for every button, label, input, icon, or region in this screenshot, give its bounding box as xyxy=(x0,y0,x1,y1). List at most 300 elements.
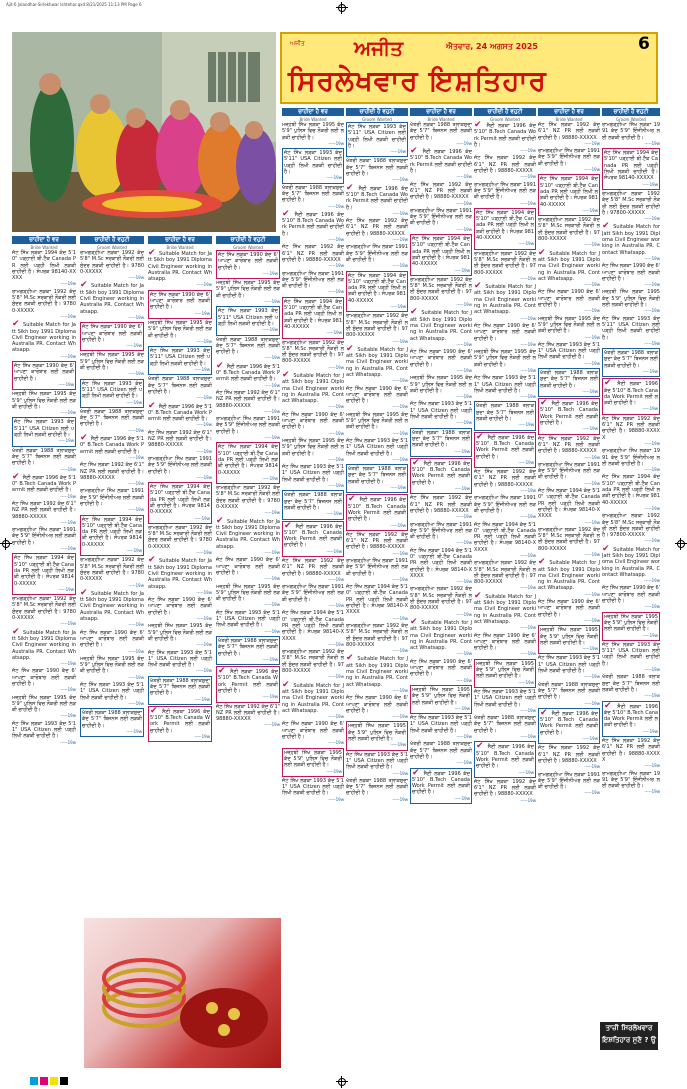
ad-end-mark: -----19w xyxy=(128,582,144,588)
column-subheader: Groom Wanted xyxy=(490,117,520,122)
ad-text: ਸੈਣੀ ਲੜਕਾ 1996 ਕੱਦ 5'10" B.Tech Canada Work Permit ਲਈ ਲੜਕੀ ਚਾਹੀਦੀ ਹੈ। xyxy=(12,474,76,494)
column-subheader: Groom Wanted xyxy=(616,117,646,122)
classified-ad xyxy=(12,361,76,390)
ad-text: ਰਾਮਗੜ੍ਹੀਆ ਸਿੱਖ ਲੜਕਾ 1991 ਕੱਦ 5'9" ਇੰਜੀਨੀਅਰ ਲਈ ਲੜਕੀ ਚਾਹੀਦੀ ਹੈ। xyxy=(282,270,344,290)
column-header: ਚਾਹੀਦੀ ਹੈ ਵਹੁਟੀ xyxy=(80,236,144,244)
ad-end-mark: -----19w xyxy=(584,617,600,623)
classified-ad xyxy=(410,428,472,457)
ad-text: ਖੱਤਰੀ ਲੜਕਾ 1988 ਤਲਾਕਸ਼ੁਦਾ ਕੱਦ 5'7" ਬਿਜ਼ਨਸ ਲਈ ਲੜਕੀ ਚਾਹੀਦੀ ਹੈ। xyxy=(538,681,600,701)
classified-ad xyxy=(12,721,76,746)
ad-end-mark: -----19w xyxy=(196,395,212,401)
color-bar-cyan xyxy=(30,1077,38,1085)
ad-end-mark: -----19w xyxy=(518,241,534,247)
ad-end-mark: -----19w xyxy=(390,485,406,491)
classified-ad xyxy=(12,596,76,627)
classified-ad xyxy=(602,701,660,737)
ad-end-mark: -----19w xyxy=(328,237,344,243)
ad-end-mark: -----19w xyxy=(392,263,408,269)
ad-text: ਰਾਮਗੜ੍ਹੀਆ ਲੜਕਾ 1992 ਕੱਦ 5'8" M.Sc ਸਰਕਾਰੀ ਨੌਕਰੀ ਲਈ ਸੁੰਦਰ ਲੜਕੀ ਚਾਹੀਦੀ ਹੈ। 97800-XXXXX xyxy=(282,339,344,365)
classified-ad xyxy=(538,436,600,461)
ad-end-mark: -----19w xyxy=(644,693,660,699)
classified-ad xyxy=(474,349,536,374)
ad-end-mark: -----19w xyxy=(60,466,76,472)
check-mark-icon: ✔ xyxy=(476,741,488,752)
ad-text: ਜੱਟ ਸਿੱਖ ਲੜਕਾ 1993 ਕੱਦ 5'11" USA Citizen ਲਈ ਪੜ੍ਹੀ ਲਿਖੀ ਲੜਕੀ ਚਾਹੀਦੀ ਹੈ। xyxy=(282,777,344,797)
page-number: 6 xyxy=(638,34,650,54)
ad-end-mark: -----19w xyxy=(196,422,212,428)
ad-end-mark: -----19w xyxy=(196,668,212,674)
ad-text: Suitable Match for Jatt Sikh boy 1991 Diploma Civil Engineer working in Australia PR. Contact Whatsapp. xyxy=(80,283,144,315)
ad-text: ਜੱਟ ਸਿੱਖ ਲੜਕਾ 1990 ਕੱਦ 6' ਆਪਣਾ ਕਾਰੋਬਾਰ ਲਈ ਲੜਕੀ ਚਾਹੀਦੀ ਹੈ। xyxy=(410,658,472,678)
ad-end-mark: -----19w xyxy=(520,553,536,558)
ad-end-mark: -----19w xyxy=(392,210,408,216)
ad-text: ਖੱਤਰੀ ਲੜਕਾ 1988 ਤਲਾਕਸ਼ੁਦਾ ਕੱਦ 5'7" ਬਿਜ਼ਨਸ ਲਈ ਲੜਕੀ ਚਾਹੀਦੀ ਹੈ। xyxy=(540,369,598,389)
classified-ad xyxy=(538,398,600,434)
classified-ad xyxy=(474,251,536,282)
column-subheader: Groom Wanted xyxy=(97,245,127,250)
ad-end-mark: -----19w xyxy=(520,394,536,400)
ad-text: ਖੱਤਰੀ ਲੜਕਾ 1988 ਤਲਾਕਸ਼ੁਦਾ ਕੱਦ 5'7" ਬਿਜ਼ਨਸ ਲਈ ਲੜਕੀ ਚਾਹੀਦੀ ਹੈ। xyxy=(346,158,408,178)
classified-ad xyxy=(216,360,280,389)
classified-ad xyxy=(148,650,212,675)
classified-column xyxy=(216,236,280,916)
classified-ad xyxy=(346,158,408,183)
ad-end-mark: -----19w xyxy=(520,315,536,321)
ad-end-mark: -----19w xyxy=(644,467,660,473)
classified-ad xyxy=(410,522,472,547)
classified-ad xyxy=(410,586,472,617)
ad-end-mark: -----19w xyxy=(328,714,344,720)
classified-ad xyxy=(148,623,212,648)
ad-text: ਖੱਤਰੀ ਲੜਕਾ 1988 ਤਲਾਕਸ਼ੁਦਾ ਕੱਦ 5'7" ਬਿਜ਼ਨਸ ਲਈ ਲੜਕੀ ਚਾਹੀਦੀ ਹੈ। xyxy=(412,429,470,449)
ad-end-mark: -----19w xyxy=(128,507,144,513)
classified-ad xyxy=(602,316,660,347)
ad-end-mark: -----19w xyxy=(584,282,600,288)
ad-text: ਰਾਮਗੜ੍ਹੀਆ ਸਿੱਖ ਲੜਕਾ 1991 ਕੱਦ 5'9" ਇੰਜੀਨੀਅਰ ਲਈ ਲੜਕੀ ਚਾਹੀਦੀ ਹੈ। xyxy=(602,770,660,790)
classified-column xyxy=(80,236,144,916)
ad-end-mark: -----19w xyxy=(644,763,660,769)
classified-ad xyxy=(410,277,472,308)
classified-ad xyxy=(80,282,144,321)
ad-end-mark: -----19w xyxy=(456,677,472,683)
check-mark-icon: ✔ xyxy=(538,557,550,568)
ad-text: ਜੱਟ ਸਿੱਖ ਲੜਕਾ 1993 ਕੱਦ 5'11" USA Citizen ਲਈ ਪੜ੍ਹੀ ਲਿਖੀ ਲੜਕੀ ਚਾਹੀਦੀ ਹੈ। xyxy=(282,464,344,483)
classified-ad xyxy=(216,584,280,609)
classified-ad xyxy=(346,412,408,437)
classified-ad xyxy=(346,623,408,654)
classified-ad xyxy=(602,448,660,473)
ad-text: ਮਜ਼੍ਹਬੀ ਸਿੱਖ ਲੜਕਾ 1995 ਕੱਦ 5'9" ਪੁਲਿਸ ਵਿਚ ਨੌਕਰੀ ਲਈ ਲੜਕੀ ਚਾਹੀਦੀ ਹੈ। xyxy=(348,723,406,743)
classified-ad xyxy=(216,666,280,702)
ad-end-mark: -----19w xyxy=(128,648,144,654)
classified-ad xyxy=(80,515,144,557)
ad-text: ਜੱਟ ਸਿੱਖ ਲੜਕਾ 1992 ਕੱਦ 6'1" NZ PR ਲਈ ਲੜਕੀ ਚਾਹੀਦੀ ਹੈ। 98880-XXXXX xyxy=(474,469,536,488)
check-mark-icon: ✔ xyxy=(80,433,91,444)
check-mark-icon: ✔ xyxy=(410,616,422,627)
ad-text: ਜੱਟ ਸਿੱਖ ਲੜਕਾ 1992 ਕੱਦ 6'1" NZ PR ਲਈ ਲੜਕੀ ਚਾਹੀਦੀ ਹੈ। 98880-XXXXX xyxy=(538,122,600,141)
column-header: ਚਾਹੀਦਾ ਹੈ ਵਰ xyxy=(538,108,600,116)
ad-end-mark: -----19w xyxy=(456,226,472,232)
ad-text: ਜੱਟ ਸਿੱਖ ਲੜਕਾ 1990 ਕੱਦ 6' ਆਪਣਾ ਕਾਰੋਬਾਰ ਲਈ ਲੜਕੀ ਚਾਹੀਦੀ ਹੈ। xyxy=(282,721,344,741)
classified-ad xyxy=(282,721,344,746)
registration-mark-bottom xyxy=(336,1076,348,1088)
ad-text: ਜੱਟ ਸਿੱਖ ਲੜਕਾ 1990 ਕੱਦ 6' ਆਪਣਾ ਕਾਰੋਬਾਰ ਲਈ ਲੜਕੀ ਚਾਹੀਦੀ ਹੈ। xyxy=(346,385,408,405)
check-mark-icon: ✔ xyxy=(346,182,359,193)
classified-ad xyxy=(410,495,472,520)
column-header: ਚਾਹੀਦਾ ਹੈ ਵਰ xyxy=(282,108,344,116)
ad-text: ਸੈਣੀ ਲੜਕਾ 1996 ਕੱਦ 5'10" B.Tech Canada Work Permit ਲਈ ਲੜਕੀ ਚਾਹੀਦੀ ਹੈ। xyxy=(474,123,536,148)
classified-ad xyxy=(282,148,344,183)
section-header xyxy=(280,32,658,104)
ad-end-mark: -----19w xyxy=(518,422,534,428)
ad-end-mark: -----19w xyxy=(584,480,600,486)
ad-text: ਸੈਣੀ ਲੜਕਾ 1996 ਕੱਦ 5'10" B.Tech Canada Work Permit ਲਈ ਲੜਕੀ ਚਾਹੀਦੀ ਹੈ। xyxy=(412,460,470,486)
ad-end-mark: -----19w xyxy=(60,621,76,627)
classified-ad xyxy=(12,668,76,693)
classified-ad xyxy=(80,557,144,588)
ad-text: ਜੱਟ ਸਿੱਖ ਲੜਕਾ 1994 ਕੱਦ 5'10" ਪੜ੍ਹਾਈ ਬੀ.ਟੈੱਕ Canada PR ਲਈ ਪੜ੍ਹੀ ਲਿਖੀ ਲੜਕੀ ਚਾਹੀਦੀ ਹੈ। ਸੰਪਰਕ 98140-XXXXX xyxy=(284,298,342,330)
ad-end-mark: -----19w xyxy=(454,486,470,492)
classified-ad xyxy=(474,432,536,468)
classified-ad xyxy=(282,122,344,147)
color-bar-magenta xyxy=(40,1077,48,1085)
classified-ad xyxy=(80,409,144,434)
classified-ad xyxy=(474,715,536,740)
ad-end-mark: -----19w xyxy=(456,420,472,426)
check-mark-icon: ✔ xyxy=(538,247,550,258)
ad-text: Suitable Match for Jatt Sikh boy 1991 Diploma Civil Engineer working in Australia PR. Contact Whatsapp. xyxy=(474,284,536,316)
classified-ad xyxy=(538,708,600,744)
ad-text: ਖੱਤਰੀ ਲੜਕਾ 1988 ਤਲਾਕਸ਼ੁਦਾ ਕੱਦ 5'7" ਬਿਜ਼ਨਸ ਲਈ ਲੜਕੀ ਚਾਹੀਦੀ ਹੈ। xyxy=(476,403,534,423)
ad-text: ਖੱਤਰੀ ਲੜਕਾ 1988 ਤਲਾਕਸ਼ੁਦਾ ਕੱਦ 5'7" ਬਿਜ਼ਨਸ ਲਈ ਲੜਕੀ ਚਾਹੀਦੀ ਹੈ। xyxy=(216,336,280,356)
ad-text: ਜੱਟ ਸਿੱਖ ਲੜਕਾ 1993 ਕੱਦ 5'11" USA Citizen ਲਈ ਪੜ੍ਹੀ ਲਿਖੀ ਲੜਕੀ ਚਾਹੀਦੀ ਹੈ। xyxy=(602,641,660,667)
classified-ad xyxy=(80,488,144,513)
classified-ad xyxy=(148,676,212,705)
ad-text: ਖੱਤਰੀ ਲੜਕਾ 1988 ਤਲਾਕਸ਼ੁਦਾ ਕੱਦ 5'7" ਬਿਜ਼ਨਸ ਲਈ ਲੜਕੀ ਚਾਹੀਦੀ ਹੈ। xyxy=(12,447,76,467)
check-mark-icon: ✔ xyxy=(410,146,423,157)
check-mark-icon: ✔ xyxy=(602,543,614,554)
ad-text: ਸੈਣੀ ਲੜਕਾ 1996 ਕੱਦ 5'10" B.Tech Canada Work Permit ਲਈ ਲੜਕੀ ਚਾਹੀਦੀ ਹੈ। xyxy=(540,710,598,736)
ad-end-mark: -----19w xyxy=(58,586,74,592)
ad-end-mark: -----19w xyxy=(456,140,472,146)
classified-ad xyxy=(602,263,660,288)
ad-text: ਜੱਟ ਸਿੱਖ ਲੜਕਾ 1992 ਕੱਦ 6'1" NZ PR ਲਈ ਲੜਕੀ ਚਾਹੀਦੀ ਹੈ। 98880-XXXXX xyxy=(602,738,660,763)
classified-ad xyxy=(216,515,280,557)
ad-end-mark: -----19w xyxy=(196,474,212,480)
classified-ad xyxy=(602,585,660,610)
classified-ad xyxy=(346,218,408,243)
ad-end-mark: -----19w xyxy=(644,140,660,146)
classified-ad xyxy=(538,342,600,367)
ad-text: ਜੱਟ ਸਿੱਖ ਲੜਕਾ 1990 ਕੱਦ 6' ਆਪਣਾ ਕਾਰੋਬਾਰ ਲਈ ਲੜਕੀ ਚਾਹੀਦੀ ਹੈ। xyxy=(218,252,278,271)
classified-ad xyxy=(80,587,144,629)
ad-end-mark: -----19w xyxy=(644,667,660,673)
check-mark-icon: ✔ xyxy=(150,705,163,716)
classified-ad xyxy=(602,543,660,585)
ad-text: ਰਾਮਗੜ੍ਹੀਆ ਲੜਕਾ 1992 ਕੱਦ 5'8" M.Sc ਸਰਕਾਰੀ ਨੌਕਰੀ ਲਈ ਸੁੰਦਰ ਲੜਕੀ ਚਾਹੀਦੀ ਹੈ। 97800-XXXXX xyxy=(410,586,472,612)
classified-ad xyxy=(602,642,660,673)
classified-ad xyxy=(538,655,600,680)
ad-text: ਜੱਟ ਸਿੱਖ ਲੜਕਾ 1994 ਕੱਦ 5'10" ਪੜ੍ਹਾਈ ਬੀ.ਟੈੱਕ Canada PR ਲਈ ਪੜ੍ਹੀ ਲਿਖੀ ਲੜਕੀ ਚਾਹੀਦੀ ਹੈ। ਸੰਪਰਕ 98140-XXXXX xyxy=(348,272,406,304)
ad-end-mark: -----19w xyxy=(392,430,408,436)
column-header: ਚਾਹੀਦਾ ਹੈ ਵਰ xyxy=(12,236,76,244)
ad-end-mark: -----19w xyxy=(128,314,144,320)
ad-text: ਰਾਮਗੜ੍ਹੀਆ ਲੜਕਾ 1992 ਕੱਦ 5'8" M.Sc ਸਰਕਾਰੀ ਨੌਕਰੀ ਲਈ ਸੁੰਦਰ ਲੜਕੀ ਚਾਹੀਦੀ ਹੈ। 97800-XXXXX xyxy=(538,526,600,552)
ad-text: ਰਾਮਗੜ੍ਹੀਆ ਲੜਕਾ 1992 ਕੱਦ 5'8" M.Sc ਸਰਕਾਰੀ ਨੌਕਰੀ ਲਈ ਸੁੰਦਰ ਲੜਕੀ ਚਾਹੀਦੀ ਹੈ। 97800-XXXXX xyxy=(346,622,408,648)
classified-ad xyxy=(282,490,344,519)
classified-ad xyxy=(602,738,660,769)
classified-column xyxy=(538,108,600,1073)
classified-column xyxy=(282,108,344,1073)
ad-text: ਜੱਟ ਸਿੱਖ ਲੜਕਾ 1993 ਕੱਦ 5'11" USA Citizen ਲਈ ਪੜ੍ਹੀ ਲਿਖੀ ਲੜਕੀ ਚਾਹੀਦੀ ਹੈ। xyxy=(216,609,280,629)
ad-end-mark: -----19w xyxy=(392,615,408,621)
classified-ad xyxy=(538,772,600,797)
classified-ad xyxy=(80,708,144,737)
classified-ad xyxy=(346,438,408,463)
ad-text: ਜੱਟ ਸਿੱਖ ਲੜਕਾ 1992 ਕੱਦ 6'1" NZ PR ਲਈ ਲੜਕੀ ਚਾਹੀਦੀ ਹੈ। 98880-XXXXX xyxy=(12,500,76,520)
classified-ad xyxy=(474,208,536,250)
ad-end-mark: -----19w xyxy=(328,430,344,436)
ad-end-mark: -----19w xyxy=(326,548,342,554)
ad-end-mark: -----19w xyxy=(520,514,536,520)
ad-end-mark: -----19w xyxy=(642,728,658,734)
ad-text: ਜੱਟ ਸਿੱਖ ਲੜਕਾ 1990 ਕੱਦ 6' ਆਪਣਾ ਕਾਰੋਬਾਰ ਲਈ ਲੜਕੀ ਚਾਹੀਦੀ ਹੈ। xyxy=(474,322,536,342)
check-mark-icon: ✔ xyxy=(148,248,160,258)
classified-ad xyxy=(538,462,600,487)
ad-text: ਰਾਮਗੜ੍ਹੀਆ ਸਿੱਖ ਲੜਕਾ 1991 ਕੱਦ 5'9" ਇੰਜੀਨੀਅਰ ਲਈ ਲੜਕੀ ਚਾਹੀਦੀ ਹੈ। xyxy=(12,527,76,546)
ad-end-mark: -----19w xyxy=(584,700,600,706)
ad-text: ਖੱਤਰੀ ਲੜਕਾ 1988 ਤਲਾਕਸ਼ੁਦਾ ਕੱਦ 5'7" ਬਿਜ਼ਨਸ ਲਈ ਲੜਕੀ ਚਾਹੀਦੀ ਹੈ। xyxy=(82,710,142,729)
check-mark-icon: ✔ xyxy=(282,679,294,690)
classified-ad xyxy=(346,386,408,411)
ad-end-mark: -----19w xyxy=(328,674,344,680)
classified-ad xyxy=(282,584,344,609)
classified-ad xyxy=(538,488,600,526)
ad-text: ਰਾਮਗੜ੍ਹੀਆ ਲੜਕਾ 1992 ਕੱਦ 5'8" M.Sc ਸਰਕਾਰੀ ਨੌਕਰੀ ਲਈ ਸੁੰਦਰ ਲੜਕੀ ਚਾਹੀਦੀ ਹੈ। 97800-XXXXX xyxy=(410,276,472,302)
ad-text: ਜੱਟ ਸਿੱਖ ਲੜਕਾ 1993 ਕੱਦ 5'11" USA Citizen ਲਈ ਪੜ੍ਹੀ ਲਿਖੀ ਲੜਕੀ ਚਾਹੀਦੀ ਹੈ। xyxy=(538,655,600,675)
ad-text: ਜੱਟ ਸਿੱਖ ਲੜਕਾ 1994 ਕੱਦ 5'10" ਪੜ੍ਹਾਈ ਬੀ.ਟੈੱਕ Canada PR ਲਈ ਪੜ੍ਹੀ ਲਿਖੀ ਲੜਕੀ ਚਾਹੀਦੀ ਹੈ। ਸੰਪਰਕ 98140-XXXXX xyxy=(346,584,408,616)
ad-end-mark: -----19w xyxy=(264,722,280,728)
classified-ad xyxy=(538,559,600,598)
ad-end-mark: -----19w xyxy=(328,404,344,410)
check-mark-icon: ✔ xyxy=(412,767,424,778)
classified-ad xyxy=(602,223,660,262)
check-mark-icon: ✔ xyxy=(346,653,358,664)
ad-end-mark: -----19w xyxy=(520,797,536,803)
classified-ad xyxy=(474,590,536,632)
classified-ad xyxy=(148,430,212,455)
ad-text: ਜੱਟ ਸਿੱਖ ਲੜਕਾ 1993 ਕੱਦ 5'11" USA Citizen ਲਈ ਪੜ੍ਹੀ ਲਿਖੀ ਲੜਕੀ ਚਾਹੀਦੀ ਹੈ। xyxy=(474,375,536,394)
ad-text: Suitable Match for Jatt Sikh boy 1991 Diploma Civil Engineer working in Australia PR. Contact Whatsapp. xyxy=(148,558,212,590)
registration-mark-top xyxy=(336,2,348,14)
ad-end-mark: -----19w xyxy=(642,406,658,412)
classified-ad xyxy=(346,343,408,385)
ad-end-mark: -----19w xyxy=(392,576,408,582)
ad-text: ਜੱਟ ਸਿੱਖ ਲੜਕਾ 1993 ਕੱਦ 5'11" USA Citizen ਲਈ ਪੜ੍ਹੀ ਲਿਖੀ ਲੜਕੀ ਚਾਹੀਦੀ ਹੈ। xyxy=(410,401,472,421)
classified-ad xyxy=(282,297,344,339)
ad-text: ਸੈਣੀ ਲੜਕਾ 1996 ਕੱਦ 5'10" B.Tech Canada Work Permit ਲਈ ਲੜਕੀ ਚਾਹੀਦੀ ਹੈ। xyxy=(412,770,470,796)
classified-ad xyxy=(538,122,600,147)
ad-end-mark: -----19w xyxy=(264,576,280,582)
ad-text: ਰਾਮਗੜ੍ਹੀਆ ਸਿੱਖ ਲੜਕਾ 1991 ਕੱਦ 5'9" ਇੰਜੀਨੀਅਰ ਲਈ ਲੜਕੀ ਚਾਹੀਦੀ ਹੈ। xyxy=(538,771,600,791)
ad-end-mark: -----19w xyxy=(264,550,280,556)
ad-text: ਜੱਟ ਸਿੱਖ ਲੜਕਾ 1994 ਕੱਦ 5'10" ਪੜ੍ਹਾਈ ਬੀ.ਟੈੱਕ Canada PR ਲਈ ਪੜ੍ਹੀ ਲਿਖੀ ਲੜਕੀ ਚਾਹੀਦੀ ਹੈ। ਸੰਪਰਕ 98140-XXXXX xyxy=(538,488,600,520)
classified-ad xyxy=(538,527,600,558)
ad-text: ਰਾਮਗੜ੍ਹੀਆ ਸਿੱਖ ਲੜਕਾ 1991 ਕੱਦ 5'9" ਇੰਜੀਨੀਅਰ ਲਈ ਲੜਕੀ ਚਾਹੀਦੀ ਹੈ। xyxy=(602,122,660,141)
classified-ad xyxy=(148,346,212,375)
classified-ad xyxy=(538,148,600,173)
check-mark-icon: ✔ xyxy=(474,281,486,292)
classified-ad xyxy=(148,482,212,524)
ad-end-mark: -----19w xyxy=(644,604,660,610)
ad-text: ਮਜ਼੍ਹਬੀ ਸਿੱਖ ਲੜਕਾ 1995 ਕੱਦ 5'9" ਪੁਲਿਸ ਵਿਚ ਨੌਕਰੀ ਲਈ ਲੜਕੀ ਚਾਹੀਦੀ ਹੈ। xyxy=(284,749,342,769)
ad-end-mark: -----19w xyxy=(326,330,342,336)
classified-ad xyxy=(148,557,212,596)
ad-text: ਖੱਤਰੀ ਲੜਕਾ 1988 ਤਲਾਕਸ਼ੁਦਾ ਕੱਦ 5'7" ਬਿਜ਼ਨਸ ਲਈ ਲੜਕੀ ਚਾਹੀਦੀ ਹੈ। xyxy=(474,715,536,734)
ad-end-mark: -----19w xyxy=(326,768,342,774)
ad-end-mark: -----19w xyxy=(328,140,344,146)
ad-text: ਮਜ਼੍ਹਬੀ ਸਿੱਖ ਲੜਕਾ 1995 ਕੱਦ 5'9" ਪੁਲਿਸ ਵਿਚ ਨੌਕਰੀ ਲਈ ਲੜਕੀ ਚਾਹੀਦੀ ਹੈ। xyxy=(410,375,472,394)
classified-ad xyxy=(474,779,536,804)
ad-end-mark: -----19w xyxy=(328,263,344,269)
ad-end-mark: -----19w xyxy=(128,427,144,433)
ad-text: ਜੱਟ ਸਿੱਖ ਲੜਕਾ 1994 ਕੱਦ 5'10" ਪੜ੍ਹਾਈ ਬੀ.ਟੈੱਕ Canada PR ਲਈ ਪੜ੍ਹੀ ਲਿਖੀ ਲੜਕੀ ਚਾਹੀਦੀ ਹੈ। ਸੰਪਰਕ 98140-XXXXX xyxy=(12,250,76,282)
classified-ad xyxy=(346,721,408,750)
ad-end-mark: -----19w xyxy=(454,448,470,454)
check-mark-icon: ✔ xyxy=(474,590,486,601)
ad-end-mark: -----19w xyxy=(194,367,210,373)
ad-end-mark: -----19w xyxy=(262,270,278,276)
classified-ad xyxy=(80,379,144,408)
footer-notice-line1: ਤਾਜ਼ੀ ਸਿਰਲੇਖਵਾਰ xyxy=(605,1024,653,1032)
ad-text: ਸੈਣੀ ਲੜਕਾ 1996 ਕੱਦ 5'10" B.Tech Canada Work Permit ਲਈ ਲੜਕੀ ਚਾਹੀਦੀ ਹੈ। xyxy=(216,363,280,383)
ad-end-mark: -----19w xyxy=(456,200,472,206)
classified-ad xyxy=(410,122,472,147)
classified-ad xyxy=(12,321,76,360)
column-header: ਚਾਹੀਦੀ ਹੈ ਵਹੁਟੀ xyxy=(216,236,280,244)
ad-text: ਜੱਟ ਸਿੱਖ ਲੜਕਾ 1992 ਕੱਦ 6'1" NZ PR ਲਈ ਲੜਕੀ ਚਾਹੀਦੀ ਹੈ। 98880-XXXXX xyxy=(282,558,344,577)
ad-text: ਸੈਣੀ ਲੜਕਾ 1996 ਕੱਦ 5'10" B.Tech Canada Work Permit ਲਈ ਲੜਕੀ ਚਾਹੀਦੀ ਹੈ। xyxy=(80,436,144,455)
check-mark-icon: ✔ xyxy=(410,307,422,318)
column-header: ਚਾਹੀਦੀ ਹੈ ਵਹੁਟੀ xyxy=(346,108,408,116)
ad-text: ਜੱਟ ਸਿੱਖ ਲੜਕਾ 1990 ਕੱਦ 6' ਆਪਣਾ ਕਾਰੋਬਾਰ ਲਈ ਲੜਕੀ ਚਾਹੀਦੀ ਹੈ। xyxy=(474,632,536,652)
ad-end-mark: -----19w xyxy=(60,353,76,359)
ad-end-mark: -----19w xyxy=(196,550,212,556)
ad-text: ਸੈਣੀ ਲੜਕਾ 1996 ਕੱਦ 5'10" B.Tech Canada Work Permit ਲਈ ਲੜਕੀ ਚਾਹੀਦੀ ਹੈ। xyxy=(410,149,472,175)
ad-end-mark: -----19w xyxy=(582,207,598,213)
ad-end-mark: -----19w xyxy=(584,334,600,340)
ad-text: Suitable Match for Jatt Sikh boy 1991 Diploma Civil Engineer working in Australia PR. Contact Whatsapp. xyxy=(282,682,344,714)
classified-ad xyxy=(80,630,144,655)
ad-end-mark: -----19w xyxy=(642,181,658,187)
ad-text: ਸੈਣੀ ਲੜਕਾ 1996 ਕੱਦ 5'10" B.Tech Canada Work Permit ਲਈ ਲੜਕੀ ਚਾਹੀਦੀ ਹੈ। xyxy=(284,523,342,549)
ad-text: ਸੈਣੀ ਲੜਕਾ 1996 ਕੱਦ 5'10" B.Tech Canada Work Permit ਲਈ ਲੜਕੀ ਚਾਹੀਦੀ ਹੈ। xyxy=(282,211,344,237)
classified-ad xyxy=(602,148,660,190)
ad-text: ਜੱਟ ਸਿੱਖ ਲੜਕਾ 1994 ਕੱਦ 5'10" ਪੜ੍ਹਾਈ ਬੀ.ਟੈੱਕ Canada PR ਲਈ ਪੜ੍ਹੀ ਲਿਖੀ ਲੜਕੀ ਚਾਹੀਦੀ ਹੈ। ਸੰਪਰਕ 98140-XXXXX xyxy=(282,610,344,642)
classified-column xyxy=(346,108,408,1073)
ad-end-mark: -----19w xyxy=(456,394,472,400)
ad-text: ਜੱਟ ਸਿੱਖ ਲੜਕਾ 1992 ਕੱਦ 6'1" NZ PR ਲਈ ਲੜਕੀ ਚਾਹੀਦੀ ਹੈ। 98880-XXXXX xyxy=(148,429,212,449)
ad-text: ਜੱਟ ਸਿੱਖ ਲੜਕਾ 1992 ਕੱਦ 6'1" NZ PR ਲਈ ਲੜਕੀ ਚਾਹੀਦੀ ਹੈ। 98880-XXXXX xyxy=(474,778,536,798)
check-mark-icon: ✔ xyxy=(284,520,296,531)
classified-ad xyxy=(410,741,472,766)
ad-text: ਜੱਟ ਸਿੱਖ ਲੜਕਾ 1993 ਕੱਦ 5'11" USA Citizen ਲਈ ਪੜ੍ਹੀ ਲਿਖੀ ਲੜਕੀ ਚਾਹੀਦੀ ਹੈ। xyxy=(82,380,142,400)
classified-column xyxy=(602,108,660,1018)
header-small-label: ਅਜੀਤ xyxy=(290,40,305,47)
ad-text: ਜੱਟ ਸਿੱਖ ਲੜਕਾ 1992 ਕੱਦ 6'1" NZ PR ਲਈ ਲੜਕੀ ਚਾਹੀਦੀ ਹੈ। 98880-XXXXX xyxy=(538,745,600,764)
ad-text: ਰਾਮਗੜ੍ਹੀਆ ਸਿੱਖ ਲੜਕਾ 1991 ਕੱਦ 5'9" ਇੰਜੀਨੀਅਰ ਲਈ ਲੜਕੀ ਚਾਹੀਦੀ ਹੈ। xyxy=(282,584,344,603)
ad-end-mark: -----19w xyxy=(126,729,142,735)
ad-end-mark: -----19w xyxy=(518,769,534,775)
ad-end-mark: -----19w xyxy=(60,281,76,287)
ad-text: Suitable Match for Jatt Sikh boy 1991 Diploma Civil Engineer working in Australia PR. Contact Whatsapp. xyxy=(216,518,280,550)
ad-text: ਰਾਮਗੜ੍ਹੀਆ ਲੜਕਾ 1992 ਕੱਦ 5'8" M.Sc ਸਰਕਾਰੀ ਨੌਕਰੀ ਲਈ ਸੁੰਦਰ ਲੜਕੀ ਚਾਹੀਦੀ ਹੈ। 97800-XXXXX xyxy=(474,560,536,586)
classified-ad xyxy=(12,553,76,595)
classified-ad xyxy=(346,182,408,217)
classified-ad xyxy=(12,527,76,552)
classified-ad xyxy=(216,337,280,362)
ad-text: ਜੱਟ ਸਿੱਖ ਲੜਕਾ 1993 ਕੱਦ 5'11" USA Citizen ਲਈ ਪੜ੍ਹੀ ਲਿਖੀ ਲੜਕੀ ਚਾਹੀਦੀ ਹੈ। xyxy=(150,348,210,367)
ad-text: ਜੱਟ ਸਿੱਖ ਲੜਕਾ 1993 ਕੱਦ 5'11" USA Citizen ਲਈ ਪੜ੍ਹੀ ਲਿਖੀ ਲੜਕੀ ਚਾਹੀਦੀ ਹੈ। xyxy=(346,437,408,457)
ad-end-mark: -----19w xyxy=(644,282,660,288)
ad-text: ਜੱਟ ਸਿੱਖ ਲੜਕਾ 1992 ਕੱਦ 6'1" NZ PR ਲਈ ਲੜਕੀ ਚਾਹੀਦੀ ਹੈ। 98880-XXXXX xyxy=(216,703,280,723)
check-mark-icon: ✔ xyxy=(540,707,552,718)
classified-ad xyxy=(410,458,472,494)
bangles-photo xyxy=(84,918,281,1068)
ad-text: ਜੱਟ ਸਿੱਖ ਲੜਕਾ 1992 ਕੱਦ 6'1" NZ PR ਲਈ ਲੜਕੀ ਚਾਹੀਦੀ ਹੈ। 98880-XXXXX xyxy=(410,181,472,201)
ad-end-mark: -----19w xyxy=(264,408,280,414)
ad-end-mark: -----19w xyxy=(520,488,536,494)
classified-ad xyxy=(538,599,600,624)
classified-ad xyxy=(346,558,408,583)
ad-text: ਸੈਣੀ ਲੜਕਾ 1996 ਕੱਦ 5'10" B.Tech Canada Work Permit ਲਈ ਲੜਕੀ ਚਾਹੀਦੀ ਹੈ। xyxy=(150,708,210,734)
ad-text: Suitable Match for Jatt Sikh boy 1991 Diploma Civil Engineer working in Australia PR. Contact Whatsapp. xyxy=(12,322,76,354)
ad-end-mark: -----19w xyxy=(126,548,142,554)
classified-ad xyxy=(538,745,600,770)
classified-ad xyxy=(80,462,144,487)
classified-ad xyxy=(474,689,536,714)
ad-text: ਰਾਮਗੜ੍ਹੀਆ ਲੜਕਾ 1992 ਕੱਦ 5'8" M.Sc ਸਰਕਾਰੀ ਨੌਕਰੀ ਲਈ ਸੁੰਦਰ ਲੜਕੀ ਚਾਹੀਦੀ ਹੈ। 97800-XXXXX xyxy=(282,649,344,675)
check-mark-icon: ✔ xyxy=(282,208,295,219)
ad-end-mark: -----19w xyxy=(194,734,210,740)
ad-end-mark: -----19w xyxy=(328,456,344,462)
ad-end-mark: -----19w xyxy=(644,340,660,346)
classified-ad xyxy=(216,390,280,415)
ad-end-mark: -----19w xyxy=(392,687,408,693)
ad-end-mark: -----19w xyxy=(456,540,472,546)
ad-text: ਜੱਟ ਸਿੱਖ ਲੜਕਾ 1994 ਕੱਦ 5'10" ਪੜ੍ਹਾਈ ਬੀ.ਟੈੱਕ Canada PR ਲਈ ਪੜ੍ਹੀ ਲਿਖੀ ਲੜਕੀ ਚਾਹੀਦੀ ਹੈ। ਸੰਪਰਕ 98140-XXXXX xyxy=(82,516,142,548)
ad-text: ਖੱਤਰੀ ਲੜਕਾ 1988 ਤਲਾਕਸ਼ੁਦਾ ਕੱਦ 5'7" ਬਿਜ਼ਨਸ ਲਈ ਲੜਕੀ ਚਾਹੀਦੀ ਹੈ। xyxy=(410,741,472,760)
classified-ad xyxy=(346,778,408,803)
ad-end-mark: -----19w xyxy=(584,591,600,597)
ad-end-mark: -----19w xyxy=(58,438,74,444)
classified-ad xyxy=(148,525,212,556)
ad-end-mark: -----19w xyxy=(584,790,600,796)
column-header: ਚਾਹੀਦੀ ਹੈ ਵਹੁਟੀ xyxy=(474,108,536,116)
footer-notice-box xyxy=(600,1022,658,1050)
ad-end-mark: -----19w xyxy=(392,796,408,802)
ad-text: ਰਾਮਗੜ੍ਹੀਆ ਲੜਕਾ 1992 ਕੱਦ 5'8" M.Sc ਸਰਕਾਰੀ ਨੌਕਰੀ ਲਈ ਸੁੰਦਰ ਲੜਕੀ ਚਾਹੀਦੀ ਹੈ। 97800-XXXXX xyxy=(148,524,212,550)
classified-ad xyxy=(12,417,76,446)
ad-end-mark: -----19w xyxy=(644,216,660,222)
ad-text: ਜੱਟ ਸਿੱਖ ਲੜਕਾ 1990 ਕੱਦ 6' ਆਪਣਾ ਕਾਰੋਬਾਰ ਲਈ ਲੜਕੀ ਚਾਹੀਦੀ ਹੈ। xyxy=(82,324,142,343)
classified-ad xyxy=(148,706,212,742)
check-mark-icon: ✔ xyxy=(216,515,228,526)
ad-text: Suitable Match for Jatt Sikh boy 1991 Diploma Civil Engineer working in Australia PR. Contact Whatsapp. xyxy=(410,310,472,342)
classified-ad xyxy=(12,471,76,500)
ad-end-mark: -----19w xyxy=(196,616,212,622)
ad-text: ਮਜ਼੍ਹਬੀ ਸਿੱਖ ਲੜਕਾ 1995 ਕੱਦ 5'9" ਪੁਲਿਸ ਵਿਚ ਨੌਕਰੀ ਲਈ ਲੜਕੀ ਚਾਹੀਦੀ ਹੈ। xyxy=(148,623,212,642)
